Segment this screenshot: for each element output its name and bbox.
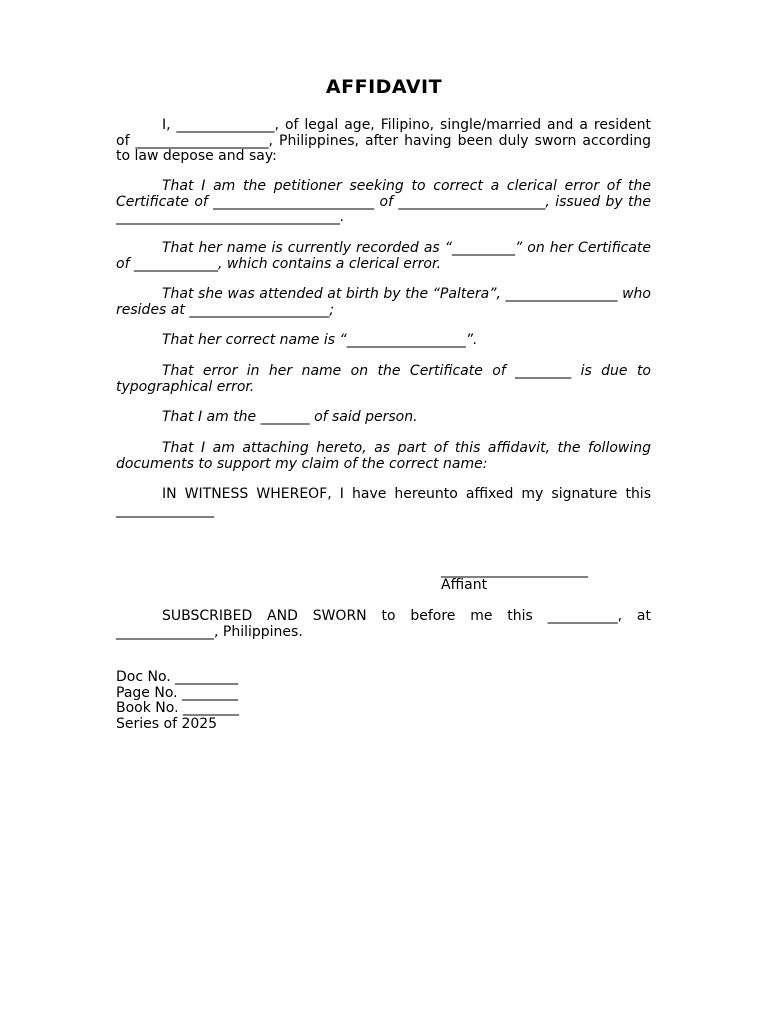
paragraph-correct-name	[116, 333, 651, 349]
paragraph-attachments	[116, 441, 651, 472]
paragraph-text: That she was attended at birth by the “Paltera”, ________________ who resides at ____________________;	[116, 286, 651, 318]
paragraph-text: That I am the petitioner seeking to correct a clerical error of the Certificate of _______________________ of _____________________, issued by the ________________________________.	[116, 178, 651, 226]
paragraph-relationship	[116, 410, 651, 426]
book-number: Book No. ________	[116, 700, 239, 717]
affiant-label: Affiant	[441, 577, 488, 593]
paragraph-text: That error in her name on the Certificate of ________ is due to typographical error.	[116, 363, 651, 395]
paragraph-introduction	[116, 118, 651, 165]
paragraph-text: That her correct name is “_________________”.	[162, 332, 478, 348]
series-year: Series of 2025	[116, 715, 218, 732]
paragraph-witness	[116, 487, 651, 518]
paragraph-text: I, ______________, of legal age, Filipino, single/married and a resident of ___________________, Philippines, after having been duly sworn according to law depose and say:	[116, 117, 651, 165]
paragraph-text: IN WITNESS WHEREOF, I have hereunto affixed my signature this ______________	[116, 486, 651, 518]
paragraph-typographical-error	[116, 364, 651, 395]
paragraph-text: That I am the _______ of said person.	[162, 409, 418, 425]
paragraph-jurat	[116, 609, 651, 640]
paragraph-petitioner	[116, 179, 651, 226]
paragraph-recorded-name	[116, 241, 651, 272]
notary-details	[116, 670, 239, 732]
signature-line: _____________________	[441, 562, 588, 578]
paragraph-attended-birth	[116, 287, 651, 318]
document-title: AFFIDAVIT	[325, 76, 443, 98]
doc-number: Doc No. _________	[116, 669, 239, 685]
paragraph-text: That I am attaching hereto, as part of this affidavit, the following documents to support my claim of the correct name:	[116, 440, 651, 472]
page-number: Page No. ________	[116, 684, 239, 701]
paragraph-text: SUBSCRIBED AND SWORN to before me this __________, at ______________, Philippines.	[116, 608, 651, 640]
paragraph-text: That her name is currently recorded as “_________” on her Certificate of ____________, which contains a clerical error.	[116, 240, 651, 272]
